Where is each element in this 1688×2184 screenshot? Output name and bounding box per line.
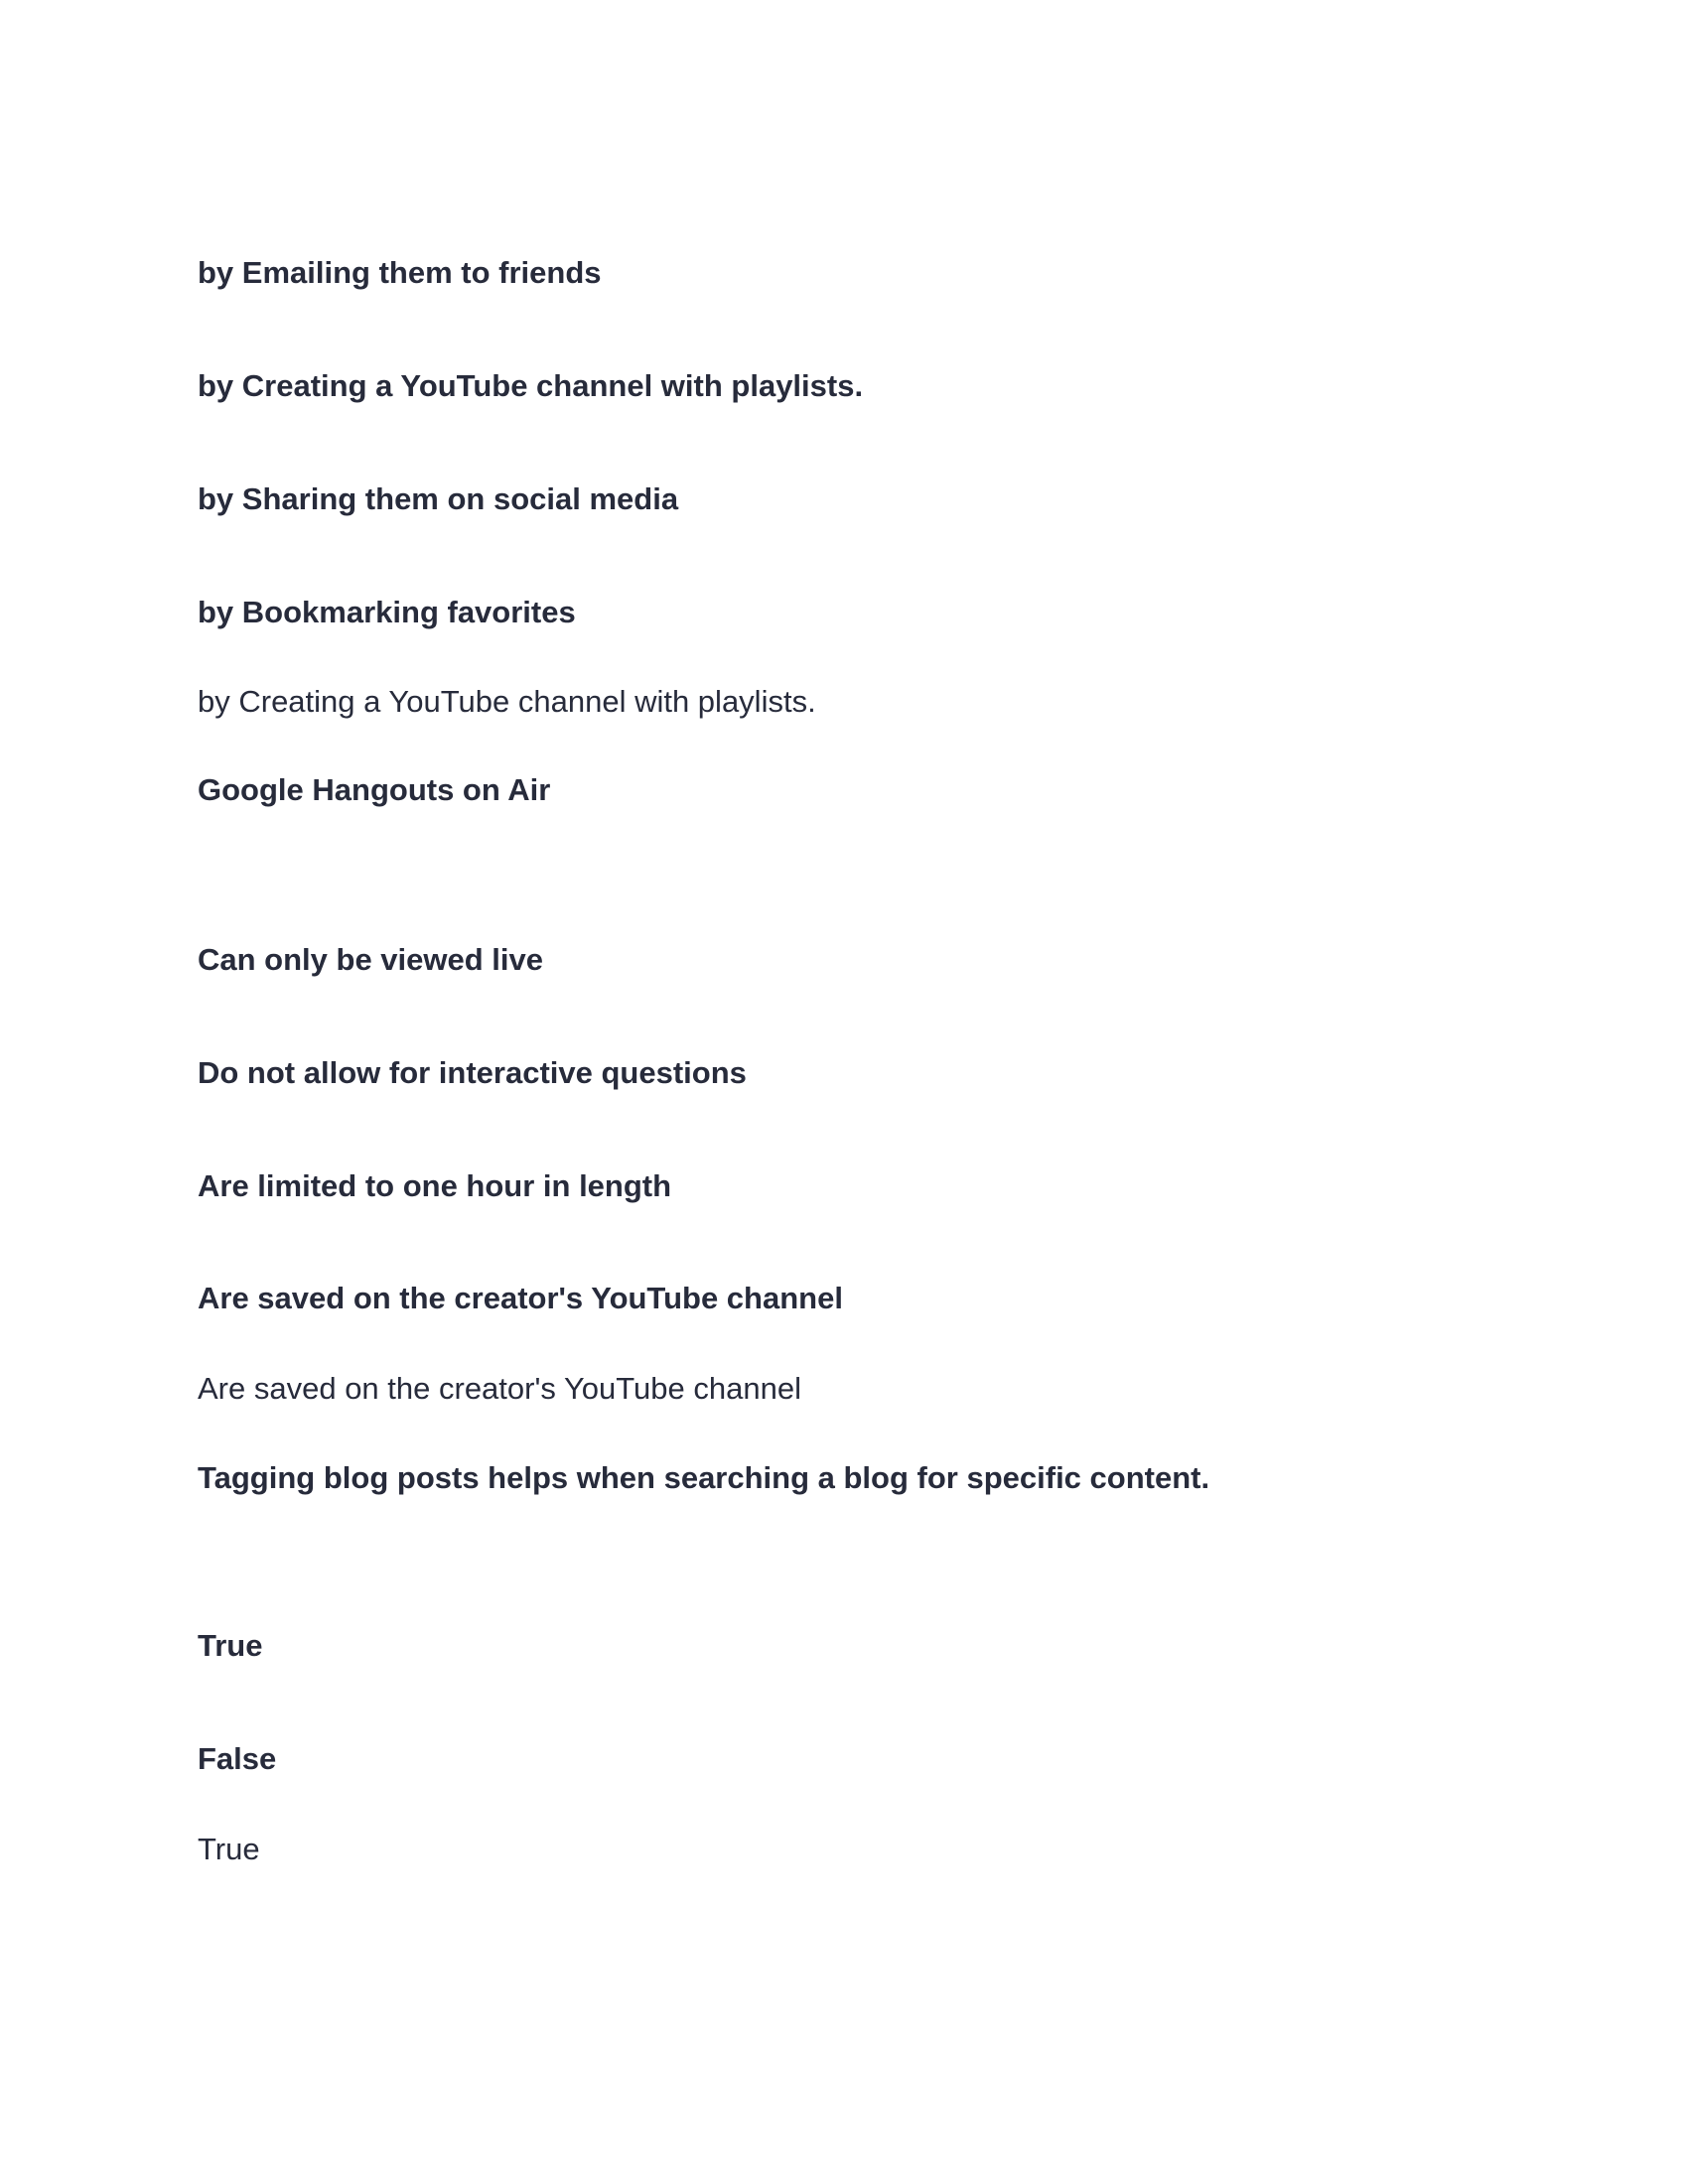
q2-option-2: Do not allow for interactive questions [198,1055,747,1090]
q3-option-2: False [198,1741,277,1776]
q1-answer: by Creating a YouTube channel with playlists. [198,684,816,719]
q3-option-1: True [198,1628,263,1663]
q2-option-3: Are limited to one hour in length [198,1168,672,1203]
q1-option-2: by Creating a YouTube channel with playlists. [198,368,864,403]
q2-prompt: Google Hangouts on Air [198,772,551,807]
q2-option-1: Can only be viewed live [198,942,544,977]
q1-option-4: by Bookmarking favorites [198,595,576,629]
q2-option-4: Are saved on the creator's YouTube channel [198,1281,843,1315]
q2-answer: Are saved on the creator's YouTube channel [198,1371,801,1406]
q1-option-1: by Emailing them to friends [198,255,602,290]
q3-prompt: Tagging blog posts helps when searching a blog for specific content. [198,1460,1210,1495]
q3-answer: True [198,1832,260,1866]
q1-option-3: by Sharing them on social media [198,481,679,516]
